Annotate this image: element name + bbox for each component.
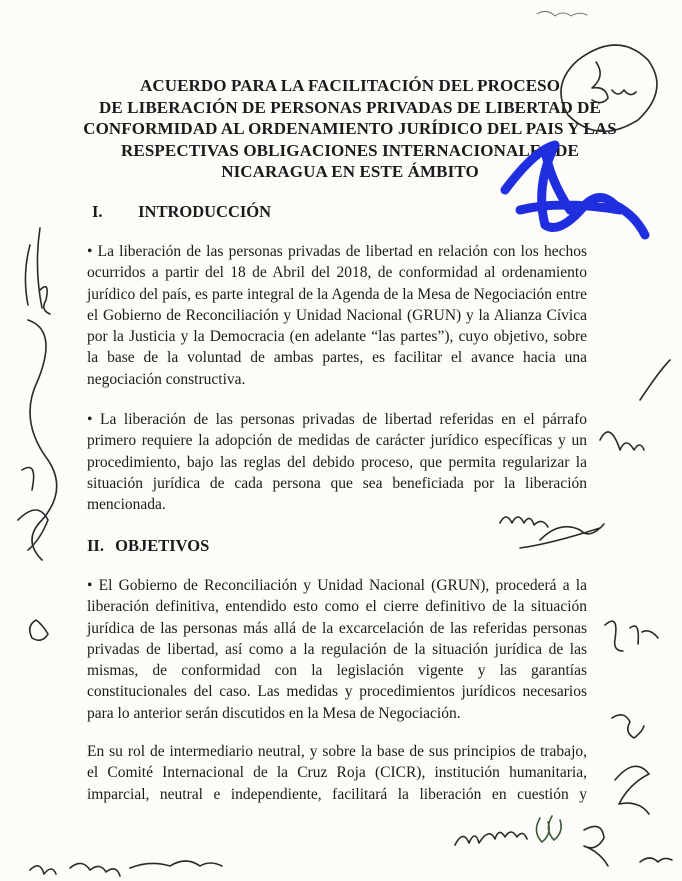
signature-mark <box>561 45 657 131</box>
signature-mark <box>520 528 600 548</box>
title-line: NICARAGUA EN ESTE ÁMBITO <box>221 162 479 181</box>
signature-mark <box>25 228 42 308</box>
text-line: para lo anterior serán discutidos en la Mesa de Negociación. <box>87 704 461 722</box>
section-title: INTRODUCCIÓN <box>138 202 272 221</box>
text-line: negociación constructiva. <box>87 370 246 388</box>
blue-marker-signature <box>505 145 645 235</box>
text-line: privadas de libertad, así como a la regulación de la situación jurídica de las <box>87 640 587 658</box>
text-line: mencionada. <box>87 496 166 514</box>
signature-mark <box>640 858 672 862</box>
text-line: • El Gobierno de Reconciliación y Unidad Nacional (GRUN), procederá a la <box>87 577 587 594</box>
signature-mark <box>612 90 636 95</box>
text-line: constitucionales del caso. Las medidas y procedimientos jurídicos necesarios <box>87 683 587 701</box>
text-line: primero requiere la adopción de medidas de carácter jurídico específicas y un <box>87 432 587 450</box>
section-number: I. <box>92 202 103 221</box>
title-line: DE LIBERACIÓN DE PERSONAS PRIVADAS DE LIBERTAD DE <box>99 97 601 117</box>
text-line: el Gobierno de Reconciliación y Unidad Nacional (GRUN) y la Alianza Cívica <box>87 306 587 324</box>
title-line: RESPECTIVAS OBLIGACIONES INTERNACIONALES DE <box>121 140 579 160</box>
signature-mark <box>605 621 658 651</box>
text-line: imparcial, neutral e independiente, facilitará la liberación en cuestión y <box>87 785 587 803</box>
signature-mark <box>584 826 608 866</box>
signature-mark <box>30 620 48 640</box>
signature-mark <box>612 715 644 738</box>
text-line: procedimiento, bajo las reglas del debido proceso, que permita regularizar la <box>87 453 587 471</box>
title-line: ACUERDO PARA LA FACILITACIÓN DEL PROCESO <box>139 76 561 95</box>
signature-mark <box>600 360 670 450</box>
text-line: jurídico del país, es parte integral de la Agenda de la Mesa de Negociación entre <box>87 285 587 303</box>
text-line: • La liberación de las personas privadas de libertad referidas en el párrafo <box>87 411 587 428</box>
signature-mark <box>505 145 645 235</box>
section-title: OBJETIVOS <box>115 536 210 555</box>
text-line: liberación definitiva, entendido esto como el cierre definitivo de la situación <box>87 598 587 616</box>
signature-mark <box>18 468 48 551</box>
text-line: jurídica de las personas más allá de la excarcelación de las referidas personas <box>87 619 587 637</box>
title-line: CONFORMIDAD AL ORDENAMIENTO JURÍDICO DEL PAIS Y LAS <box>83 119 617 138</box>
signature-mark <box>592 62 608 103</box>
text-line: la base de la voluntad de ambas partes, es facilitar el avance hacia una <box>87 349 587 367</box>
text-line: el Comité Internacional de la Cruz Roja (CICR), institución humanitaria, <box>87 764 587 782</box>
signature-mark <box>500 517 604 540</box>
signature-mark <box>455 832 527 845</box>
signature-mark <box>28 320 57 560</box>
text-line: mismas, de conformidad con la legislación vigente y las garantías <box>87 662 587 680</box>
signature-mark <box>615 766 649 814</box>
text-line: • La liberación de las personas privadas de libertad en relación con los hechos <box>87 243 587 260</box>
signature-mark <box>40 287 50 314</box>
signature-mark <box>30 861 222 876</box>
text-line: situación jurídica de cada persona que sea beneficiada por la liberación <box>87 474 587 492</box>
signature-mark <box>537 11 587 16</box>
section-number: II. <box>87 536 104 555</box>
text-line: por la Justicia y la Democracia (en adelante “las partes”), cuyo objetivo, sobre <box>87 328 587 346</box>
text-line: ocurridos a partir del 18 de Abril del 2018, de conformidad al ordenamiento <box>87 264 587 282</box>
text-line: En su rol de intermediario neutral, y sobre la base de sus principios de trabajo, <box>87 743 587 760</box>
signature-mark <box>536 816 561 842</box>
